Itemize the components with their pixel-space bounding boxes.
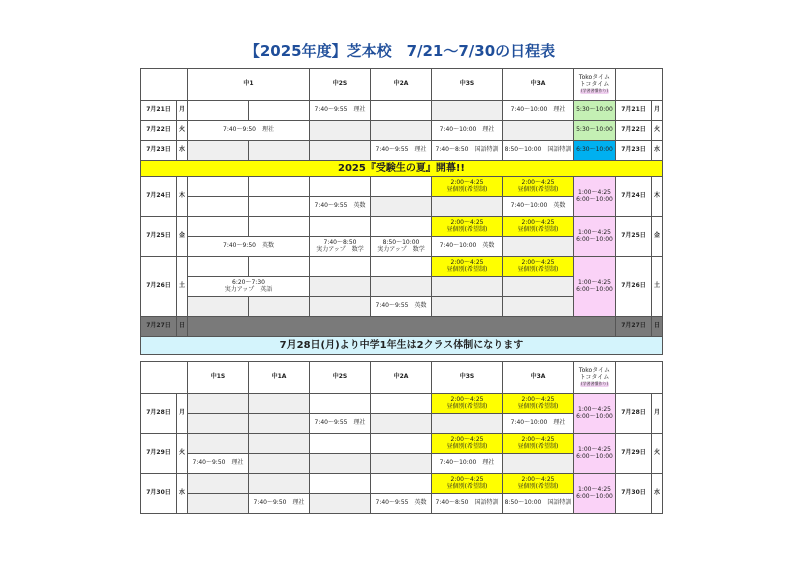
yellow-time: 2:00〜4:25 bbox=[521, 435, 555, 443]
toko-cell: 5:30〜10:00 bbox=[574, 101, 616, 121]
cell: 7:40〜9:55 英数 bbox=[371, 494, 432, 514]
date-cell-right: 7月28日 bbox=[616, 394, 652, 434]
date-cell-right: 7月25日 bbox=[616, 217, 652, 257]
header-chu1: 中1 bbox=[188, 69, 310, 101]
dow-cell-right: 月 bbox=[652, 394, 663, 434]
toko-cell bbox=[574, 217, 616, 257]
date-cell: 7月27日 bbox=[141, 317, 177, 337]
cell bbox=[432, 101, 503, 121]
toko-cell bbox=[574, 257, 616, 317]
yellow-cell bbox=[432, 434, 503, 454]
cell bbox=[310, 394, 371, 414]
cell bbox=[249, 454, 310, 474]
pink-time: 6:00〜10:00 bbox=[576, 412, 613, 420]
yellow-label: 昼個別(希望制) bbox=[446, 442, 488, 450]
table-row bbox=[141, 434, 663, 454]
pink-time: 6:00〜10:00 bbox=[576, 285, 613, 293]
date-cell-right: 7月22日 bbox=[616, 121, 652, 141]
cell bbox=[371, 121, 432, 141]
yellow-label: 昼個別(希望制) bbox=[446, 402, 488, 410]
date-cell: 7月22日 bbox=[141, 121, 177, 141]
yellow-time: 2:00〜4:25 bbox=[521, 475, 555, 483]
dow-cell-right: 水 bbox=[652, 474, 663, 514]
dow-cell-right: 火 bbox=[652, 121, 663, 141]
yellow-label: 昼個別(希望制) bbox=[517, 402, 559, 410]
yellow-cell bbox=[432, 177, 503, 197]
yellow-cell bbox=[503, 217, 574, 237]
cell bbox=[249, 197, 310, 217]
cell bbox=[371, 394, 432, 414]
yellow-time: 2:00〜4:25 bbox=[521, 218, 555, 226]
toko-cell bbox=[574, 177, 616, 217]
yellow-time: 2:00〜4:25 bbox=[521, 258, 555, 266]
dow-cell: 木 bbox=[177, 177, 188, 217]
table-row bbox=[141, 101, 663, 121]
table-row bbox=[141, 317, 663, 337]
dow-cell: 火 bbox=[177, 434, 188, 474]
yellow-cell bbox=[503, 434, 574, 454]
cell bbox=[188, 394, 249, 414]
banner-row bbox=[141, 337, 663, 355]
cell bbox=[371, 474, 432, 494]
yellow-cell bbox=[503, 394, 574, 414]
cell: 7:40〜9:55 英数 bbox=[371, 297, 432, 317]
yellow-time: 2:00〜4:25 bbox=[521, 178, 555, 186]
yellow-time: 2:00〜4:25 bbox=[521, 395, 555, 403]
date-cell: 7月21日 bbox=[141, 101, 177, 121]
pink-time: 1:00〜4:25 bbox=[578, 485, 611, 493]
cell bbox=[249, 257, 310, 277]
toko-label-2: トコタイム bbox=[579, 81, 610, 89]
pink-time: 1:00〜4:25 bbox=[578, 188, 611, 196]
yellow-label: 昼個別(希望制) bbox=[517, 185, 559, 193]
date-cell: 7月23日 bbox=[141, 141, 177, 161]
cell: 7:40〜9:55 英数 bbox=[310, 197, 371, 217]
header-blank bbox=[141, 362, 188, 394]
toko-label-3: (学習習慣作り) bbox=[580, 381, 609, 387]
cell bbox=[310, 237, 371, 257]
header-chu3s: 中3S bbox=[432, 69, 503, 101]
cell bbox=[188, 414, 249, 434]
dow-cell-right: 日 bbox=[652, 317, 663, 337]
cell bbox=[188, 494, 249, 514]
date-cell-right: 7月24日 bbox=[616, 177, 652, 217]
dow-cell: 月 bbox=[177, 101, 188, 121]
holiday-cell bbox=[188, 317, 616, 337]
cell bbox=[310, 257, 371, 277]
banner-row bbox=[141, 161, 663, 177]
cell: 7:40〜10:00 英数 bbox=[503, 197, 574, 217]
header-blank bbox=[141, 69, 188, 101]
cell bbox=[188, 297, 249, 317]
cell-time: 8:50〜10:00 bbox=[382, 238, 420, 246]
cell bbox=[188, 434, 249, 454]
yellow-label: 昼個別(希望制) bbox=[446, 185, 488, 193]
cell bbox=[310, 277, 371, 297]
cell bbox=[371, 434, 432, 454]
cell bbox=[503, 277, 574, 297]
header-chu3s: 中3S bbox=[432, 362, 503, 394]
cell bbox=[371, 454, 432, 474]
yellow-cell bbox=[432, 257, 503, 277]
header-chu3a: 中3A bbox=[503, 362, 574, 394]
cell bbox=[249, 141, 310, 161]
toko-cell: 5:30〜10:00 bbox=[574, 121, 616, 141]
cell: 7:40〜8:50 国語特訓 bbox=[432, 141, 503, 161]
yellow-label: 昼個別(希望制) bbox=[446, 265, 488, 273]
yellow-label: 昼個別(希望制) bbox=[517, 442, 559, 450]
yellow-time: 2:00〜4:25 bbox=[450, 218, 484, 226]
banner-summer: 2025『受験生の夏』開幕!! bbox=[141, 161, 663, 177]
cell: 7:40〜9:50 理社 bbox=[188, 454, 249, 474]
dow-cell: 金 bbox=[177, 217, 188, 257]
toko-label-1: Tokoタイム bbox=[578, 74, 611, 82]
schedule-table-2 bbox=[140, 361, 663, 514]
header-chu2a: 中2A bbox=[371, 362, 432, 394]
yellow-label: 昼個別(希望制) bbox=[517, 265, 559, 273]
dow-cell: 月 bbox=[177, 394, 188, 434]
yellow-label: 昼個別(希望制) bbox=[517, 482, 559, 490]
cell bbox=[432, 297, 503, 317]
toko-cell bbox=[574, 394, 616, 434]
cell bbox=[371, 177, 432, 197]
cell: 7:40〜9:50 英数 bbox=[188, 237, 310, 257]
date-cell-right: 7月26日 bbox=[616, 257, 652, 317]
cell bbox=[310, 217, 371, 237]
cell bbox=[188, 197, 249, 217]
table-row bbox=[141, 394, 663, 414]
table-row bbox=[141, 257, 663, 277]
cell-time: 7:40〜8:50 bbox=[323, 238, 357, 246]
cell bbox=[371, 237, 432, 257]
yellow-time: 2:00〜4:25 bbox=[450, 435, 484, 443]
cell bbox=[249, 217, 310, 237]
cell bbox=[310, 141, 371, 161]
date-cell: 7月24日 bbox=[141, 177, 177, 217]
table-row bbox=[141, 141, 663, 161]
dow-cell-right: 月 bbox=[652, 101, 663, 121]
cell bbox=[188, 474, 249, 494]
yellow-label: 昼個別(希望制) bbox=[517, 225, 559, 233]
cell bbox=[249, 394, 310, 414]
cell: 7:40〜9:55 理社 bbox=[371, 141, 432, 161]
cell bbox=[503, 454, 574, 474]
cell bbox=[188, 177, 249, 197]
cell: 7:40〜10:00 理社 bbox=[432, 454, 503, 474]
cell: 7:40〜9:55 理社 bbox=[310, 414, 371, 434]
yellow-cell bbox=[432, 217, 503, 237]
cell bbox=[188, 257, 249, 277]
cell-subject: 実力アップ 数学 bbox=[316, 245, 364, 253]
cell: 7:40〜10:00 英数 bbox=[432, 237, 503, 257]
dow-cell: 水 bbox=[177, 141, 188, 161]
header-chu2s: 中2S bbox=[310, 362, 371, 394]
cell bbox=[371, 414, 432, 434]
yellow-label: 昼個別(希望制) bbox=[446, 482, 488, 490]
cell: 7:40〜9:50 理社 bbox=[249, 494, 310, 514]
header-toko bbox=[574, 362, 616, 394]
header-row bbox=[141, 362, 663, 394]
cell: 8:50〜10:00 国語特訓 bbox=[503, 494, 574, 514]
table-row bbox=[141, 217, 663, 237]
dow-cell: 水 bbox=[177, 474, 188, 514]
cell: 7:40〜10:00 理社 bbox=[503, 414, 574, 434]
cell bbox=[503, 121, 574, 141]
cell bbox=[188, 217, 249, 237]
cell bbox=[310, 297, 371, 317]
dow-cell: 日 bbox=[177, 317, 188, 337]
dow-cell-right: 火 bbox=[652, 434, 663, 474]
cell bbox=[310, 121, 371, 141]
pink-time: 1:00〜4:25 bbox=[578, 228, 611, 236]
dow-cell: 土 bbox=[177, 257, 188, 317]
page-title: 【2025年度】芝本校 7/21〜7/30の日程表 bbox=[244, 42, 556, 60]
cell bbox=[249, 177, 310, 197]
toko-cell: 6:30〜10:00 bbox=[574, 141, 616, 161]
date-cell-right: 7月23日 bbox=[616, 141, 652, 161]
header-chu1s: 中1S bbox=[188, 362, 249, 394]
toko-label-2: トコタイム bbox=[579, 374, 610, 382]
date-cell: 7月25日 bbox=[141, 217, 177, 257]
cell bbox=[310, 454, 371, 474]
cell-time: 6:20〜7:30 bbox=[232, 278, 265, 286]
pink-time: 6:00〜10:00 bbox=[576, 492, 613, 500]
schedule-table-1 bbox=[140, 68, 663, 355]
header-toko bbox=[574, 69, 616, 101]
cell: 8:50〜10:00 国語特訓 bbox=[503, 141, 574, 161]
header-chu1a: 中1A bbox=[249, 362, 310, 394]
header-chu2s: 中2S bbox=[310, 69, 371, 101]
cell bbox=[371, 197, 432, 217]
cell bbox=[249, 474, 310, 494]
cell bbox=[432, 414, 503, 434]
pink-time: 6:00〜10:00 bbox=[576, 452, 613, 460]
cell: 7:40〜9:55 理社 bbox=[310, 101, 371, 121]
cell-subject: 実力アップ 数学 bbox=[377, 245, 425, 253]
table-row bbox=[141, 121, 663, 141]
date-cell: 7月30日 bbox=[141, 474, 177, 514]
pink-time: 6:00〜10:00 bbox=[576, 235, 613, 243]
table-row bbox=[141, 474, 663, 494]
date-cell-right: 7月29日 bbox=[616, 434, 652, 474]
dow-cell-right: 土 bbox=[652, 257, 663, 317]
date-cell-right: 7月27日 bbox=[616, 317, 652, 337]
yellow-time: 2:00〜4:25 bbox=[450, 475, 484, 483]
yellow-cell bbox=[503, 474, 574, 494]
cell bbox=[188, 141, 249, 161]
yellow-cell bbox=[432, 474, 503, 494]
yellow-time: 2:00〜4:25 bbox=[450, 178, 484, 186]
cell: 7:40〜10:00 理社 bbox=[503, 101, 574, 121]
cell bbox=[249, 414, 310, 434]
toko-label-3: (学習習慣作り) bbox=[580, 88, 609, 94]
pink-time: 1:00〜4:25 bbox=[578, 405, 611, 413]
yellow-time: 2:00〜4:25 bbox=[450, 258, 484, 266]
cell: 7:40〜9:50 理社 bbox=[188, 121, 310, 141]
toko-cell bbox=[574, 434, 616, 474]
toko-cell bbox=[574, 474, 616, 514]
cell bbox=[249, 434, 310, 454]
header-row bbox=[141, 69, 663, 101]
cell bbox=[310, 177, 371, 197]
yellow-cell bbox=[503, 257, 574, 277]
header-blank-right bbox=[616, 362, 663, 394]
cell bbox=[188, 277, 310, 297]
cell bbox=[310, 474, 371, 494]
pink-time: 1:00〜4:25 bbox=[578, 445, 611, 453]
cell: 7:40〜8:50 国語特訓 bbox=[432, 494, 503, 514]
cell bbox=[503, 237, 574, 257]
header-chu2a: 中2A bbox=[371, 69, 432, 101]
cell-subject: 実力アップ 英語 bbox=[224, 285, 273, 293]
date-cell: 7月28日 bbox=[141, 394, 177, 434]
header-chu3a: 中3A bbox=[503, 69, 574, 101]
toko-label-1: Tokoタイム bbox=[578, 367, 611, 375]
cell bbox=[432, 277, 503, 297]
date-cell: 7月29日 bbox=[141, 434, 177, 474]
cell bbox=[371, 217, 432, 237]
header-blank-right bbox=[616, 69, 663, 101]
cell bbox=[503, 297, 574, 317]
pink-time: 1:00〜4:25 bbox=[578, 278, 611, 286]
date-cell: 7月26日 bbox=[141, 257, 177, 317]
dow-cell: 火 bbox=[177, 121, 188, 141]
cell: 7:40〜10:00 理社 bbox=[432, 121, 503, 141]
cell bbox=[188, 101, 249, 121]
cell bbox=[310, 494, 371, 514]
cell bbox=[249, 297, 310, 317]
table-row bbox=[141, 177, 663, 197]
date-cell-right: 7月30日 bbox=[616, 474, 652, 514]
cell bbox=[371, 257, 432, 277]
yellow-time: 2:00〜4:25 bbox=[450, 395, 484, 403]
pink-time: 6:00〜10:00 bbox=[576, 195, 613, 203]
yellow-cell bbox=[432, 394, 503, 414]
cell bbox=[432, 197, 503, 217]
yellow-cell bbox=[503, 177, 574, 197]
dow-cell-right: 木 bbox=[652, 177, 663, 217]
banner-two-classes: 7月28日(月)より中学1年生は2クラス体制になります bbox=[141, 337, 663, 355]
dow-cell-right: 水 bbox=[652, 141, 663, 161]
cell bbox=[371, 101, 432, 121]
cell bbox=[371, 277, 432, 297]
date-cell-right: 7月21日 bbox=[616, 101, 652, 121]
yellow-label: 昼個別(希望制) bbox=[446, 225, 488, 233]
cell bbox=[249, 101, 310, 121]
dow-cell-right: 金 bbox=[652, 217, 663, 257]
cell bbox=[310, 434, 371, 454]
